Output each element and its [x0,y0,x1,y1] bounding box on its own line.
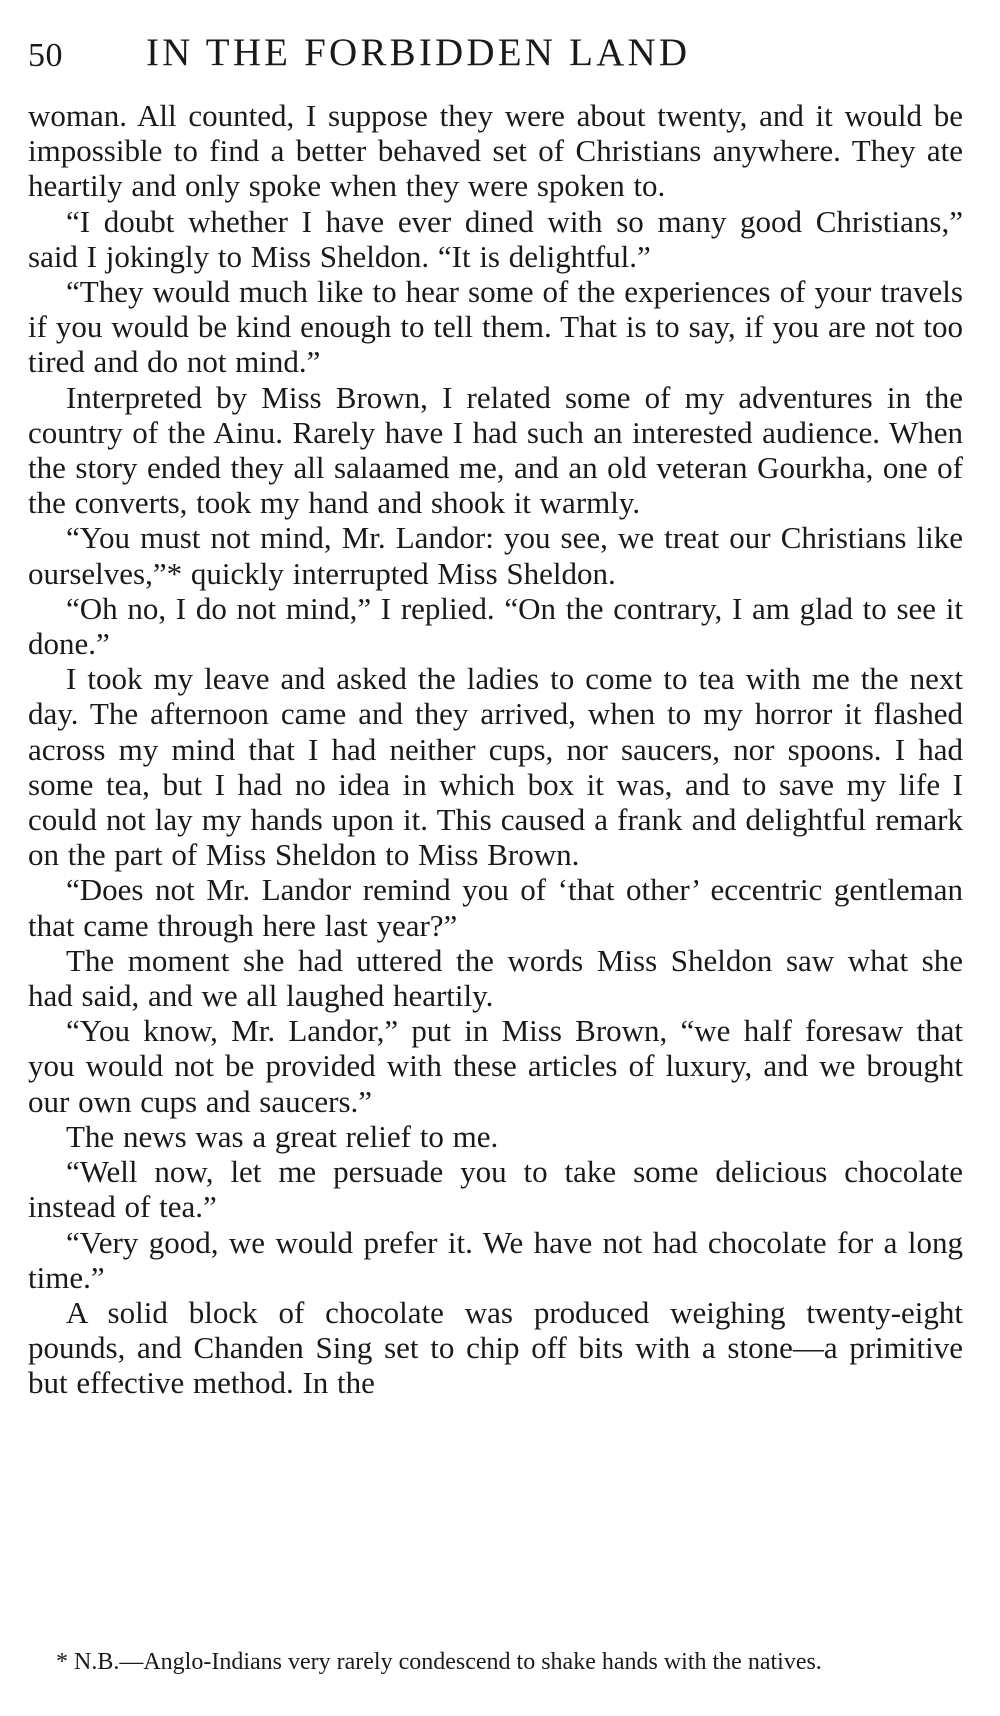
page-number: 50 [28,37,63,74]
paragraph: A solid block of chocolate was produced weighing twenty-eight pounds, and Chanden Sing set to chip off bits with a stone—a primitive but effective method. In the [28,1294,963,1401]
paragraph-continued: woman. All counted, I suppose they were about twenty, and it would be impossible to find a better behaved set of Christians anywhere. They ate heartily and only spoke when they were spoken to. [28,98,963,204]
paragraph: “Does not Mr. Landor remind you of ‘that other’ eccentric gentleman that came through here last year?” [28,872,963,943]
paragraph: Interpreted by Miss Brown, I related some of my adventures in the country of the Ainu. Rarely have I had such an interested audience. When the story ended they all salaamed me, and an old veteran Gourkha, one of the converts, took my hand and shook it warmly. [28,379,963,521]
page-header [28,28,963,84]
paragraph: I took my leave and asked the ladies to come to tea with me the next day. The afternoon came and they arrived, when to my horror it flashed across my mind that I had neither cups, nor saucers, nor spoons. I had some tea, but I had no idea in which box it was, and to save my life I could not lay my hands upon it. This caused a frank and delightful remark on the part of Miss Sheldon to Miss Brown. [28,661,963,873]
paragraph: “You know, Mr. Landor,” put in Miss Brown, “we half foresaw that you would not be provided with these articles of luxury, and we brought our own cups and saucers.” [28,1013,963,1119]
body-text [28,98,963,1401]
paragraph: “Oh no, I do not mind,” I replied. “On the contrary, I am glad to see it done.” [28,590,963,662]
book-page [28,28,963,1688]
paragraph: “They would much like to hear some of the experiences of your travels if you would be kind enough to tell them. That is to say, if you are not too tired and do not mind.” [28,274,963,380]
running-title: IN THE FORBIDDEN LAND [146,31,691,74]
paragraph: The moment she had uttered the words Miss Sheldon saw what she had said, and we all laughed heartily. [28,942,963,1014]
paragraph: “You must not mind, Mr. Landor: you see, we treat our Christians like ourselves,”* quickly interrupted Miss Sheldon. [28,520,963,591]
paragraph: “Well now, let me persuade you to take some delicious chocolate instead of tea.” [28,1154,963,1225]
paragraph: “I doubt whether I have ever dined with so many good Christians,” said I jokingly to Miss Sheldon. “It is delightful.” [28,203,963,274]
paragraph: The news was a great relief to me. [66,1118,499,1154]
footnote: * N.B.—Anglo-Indians very rarely condescend to shake hands with the natives. [56,1649,822,1675]
paragraph: “Very good, we would prefer it. We have not had chocolate for a long time.” [28,1224,963,1295]
